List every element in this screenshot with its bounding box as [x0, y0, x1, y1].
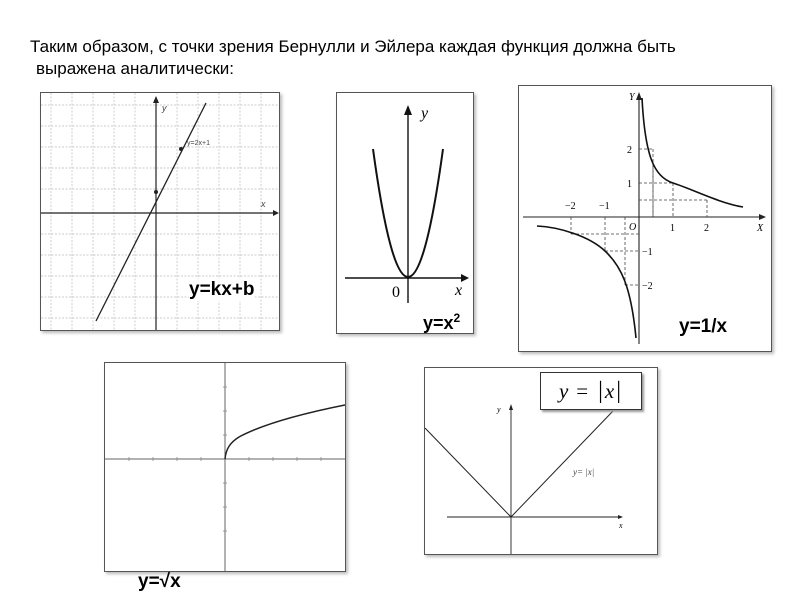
intro-line-2: выражена аналитически: [36, 59, 235, 78]
abs-formula-bar-left: | [598, 377, 603, 404]
linear-y-label: y [162, 103, 167, 113]
hyperbola-graph [519, 86, 771, 351]
hyperbola-y-tick: 1 [627, 179, 632, 190]
abs-formula-y: y [558, 378, 569, 403]
hyperbola-formula: y=1/x [679, 316, 728, 337]
parabola-y-label: y [421, 105, 429, 122]
hyperbola-y-tick: −1 [642, 247, 653, 258]
linear-inner-label: y=2x+1 [187, 140, 210, 147]
parabola-formula-exp: 2 [453, 311, 461, 325]
sqrt-formula: y=√x [138, 571, 181, 592]
hyperbola-y-tick: −2 [642, 281, 653, 292]
hyperbola-x-label: X [757, 223, 764, 234]
intro-text [30, 36, 795, 80]
hyperbola-x-tick: −1 [599, 201, 610, 212]
hyperbola-curve-negative [537, 226, 636, 338]
hyperbola-x-tick: 1 [670, 223, 675, 234]
parabola-formula [423, 311, 460, 334]
hyperbola-curve-positive [642, 98, 743, 207]
hyperbola-graph-panel [518, 85, 772, 352]
sqrt-curve [225, 405, 345, 459]
abs-formula-eq: = [576, 378, 589, 403]
parabola-x-label: x [455, 282, 463, 299]
parabola-origin-label: 0 [392, 284, 400, 301]
hyperbola-y-label: Y [629, 92, 635, 103]
abs-inner-label: y= |x| [573, 467, 595, 477]
abs-y-label: y [497, 405, 501, 414]
linear-x-label: x [261, 199, 266, 209]
intro-line-1: Таким образом, с точки зрения Бернулли и Эйлера каждая функция должна быть [30, 37, 676, 56]
abs-formula-bar-right: | [616, 377, 622, 404]
abs-curve [425, 411, 613, 517]
parabola-formula-base: y=x [423, 313, 454, 333]
parabola-graph [337, 93, 473, 333]
abs-formula-x: x [604, 378, 615, 403]
hyperbola-x-tick: −2 [565, 201, 576, 212]
linear-formula: y=kx+b [189, 279, 255, 300]
abs-formula-box [540, 372, 642, 410]
linear-graph-panel [40, 92, 280, 331]
abs-x-label: x [619, 521, 623, 530]
hyperbola-y-tick: 2 [627, 145, 632, 156]
hyperbola-x-tick: 2 [704, 223, 709, 234]
sqrt-graph-panel [104, 362, 346, 572]
sqrt-graph [105, 363, 345, 571]
hyperbola-origin-label: O [629, 222, 637, 233]
parabola-graph-panel [336, 92, 474, 334]
